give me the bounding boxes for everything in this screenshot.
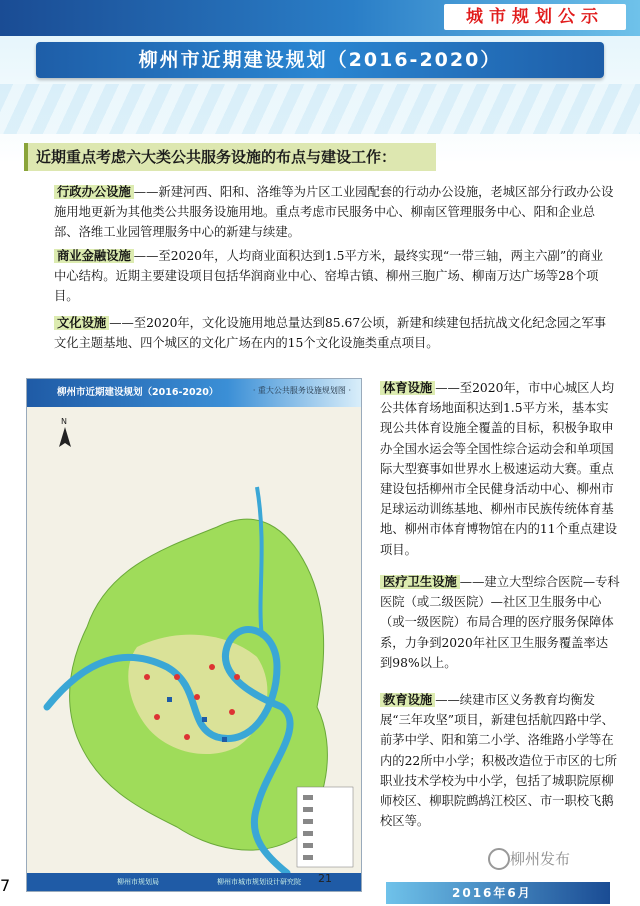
category-tag: 城市规划公示 [444, 4, 626, 30]
item-keyword: 文化设施 [54, 316, 109, 330]
item-keyword: 医疗卫生设施 [380, 575, 460, 589]
map-header [27, 379, 361, 407]
item-keyword: 体育设施 [380, 381, 435, 395]
page-title-bar [36, 42, 604, 78]
wechat-icon [488, 848, 510, 870]
page-number: 7 [0, 876, 11, 895]
item-keyword: 行政办公设施 [54, 185, 134, 199]
item-sports [380, 378, 620, 560]
planning-map [26, 378, 362, 892]
map-footer-left: 柳州市规划局 [117, 878, 159, 886]
item-culture [54, 313, 614, 353]
section-heading-box [24, 143, 436, 171]
top-banner [0, 0, 640, 36]
item-keyword: 商业金融设施 [54, 249, 134, 263]
map-subtitle: · 重大公共服务设施规划图 · [252, 386, 351, 395]
section-heading: 近期重点考虑六大类公共服务设施的布点与建设工作： [36, 148, 397, 166]
map-title: 柳州市近期建设规划（2016-2020） [57, 387, 219, 398]
item-text: ——至2020年，市中心城区人均公共体育场地面积达到1.5平方米，基本实现公共体育设施全覆盖的目标，积极争取申办全国水运会等全国性综合运动会和单项国际大型赛事如世界水上极速运动大赛。重点建设包括柳州市全民健身活动中心、柳州市足球运动训练基地、柳州市民族传统体育基地、柳州市体育博物馆在内的11个重点建设项目。 [380, 381, 617, 557]
item-text: ——续建市区义务教育均衡发展“三年攻坚”项目，新建包括航四路中学、前茅中学、阳和第二小学、洛维路小学等在内的22所中小学；积极改造位于市区的七所职业技术学校为中小学，包括了城职院原柳师校区、柳职院鹧鸪江校区、市一职校飞鹅校区等。 [380, 693, 617, 829]
item-education [380, 690, 620, 831]
watermark: 柳州发布 [510, 850, 571, 868]
issue-date: 2016年6月 [452, 886, 532, 900]
svg-text:N: N [61, 417, 67, 426]
page-title: 柳州市近期建设规划（2016-2020） [138, 49, 502, 71]
item-text: ——建立大型综合医院—专科医院（或二级医院）—社区卫生服务中心（或一级医院）布局合理的医疗服务保障体系，力争到2020年社区卫生服务覆盖率达到98%以上。 [380, 575, 620, 670]
item-commerce [54, 246, 614, 306]
item-admin-office [54, 182, 614, 242]
item-text: ——至2020年，文化设施用地总量达到85.67公顷，新建和续建包括抗战文化纪念园之军事文化主题基地、四个城区的文化广场在内的15个文化设施类重点项目。 [54, 316, 607, 350]
map-footer-right: 柳州市城市规划设计研究院 [217, 878, 301, 886]
item-keyword: 教育设施 [380, 693, 435, 707]
item-text: ——新建河西、阳和、洛维等为片区工业园配套的行动办公设施，老城区部分行政办公设施用地更新为其他类公共服务设施用地。重点考虑市民服务中心、柳南区管理服务中心、阳和企业总部、洛维工业园管理服务中心的新建与续建。 [54, 185, 614, 239]
map-graphic [27, 407, 361, 873]
decorative-stripes [0, 84, 640, 134]
item-text: ——至2020年，人均商业面积达到1.5平方米，最终实现“一带三轴，两主六副”的商业中心结构。近期主要建设项目包括华润商业中心、窑埠古镇、柳州三胞广场、柳南万达广场等28个项目。 [54, 249, 604, 303]
item-medical [380, 572, 620, 673]
map-page-number: 21 [318, 872, 332, 885]
